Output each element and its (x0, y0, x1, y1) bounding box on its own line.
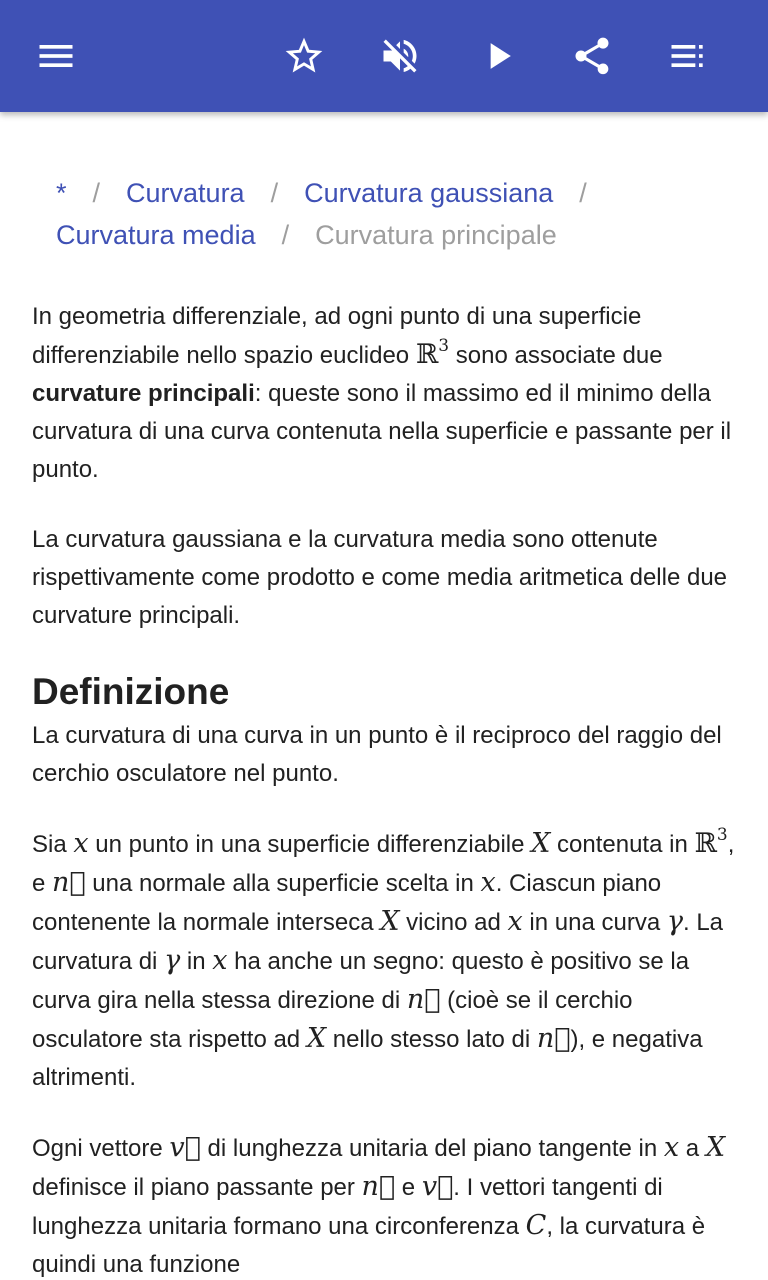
breadcrumb-item-curvatura-gaussiana[interactable]: Curvatura gaussiana (304, 178, 554, 208)
breadcrumb-item-curvatura-media[interactable]: Curvatura media (56, 220, 256, 250)
math-X: X (380, 906, 400, 937)
text-span: . Ciascun piano contenente la normale interseca (32, 870, 662, 936)
math-n-vector: n⃗ (361, 1171, 396, 1202)
section-heading: Definizione (32, 671, 230, 712)
text-span: un punto in una superficie differenziabile (88, 831, 532, 858)
definition-paragraph-3 (32, 1129, 742, 1280)
breadcrumb-separator: / (579, 178, 587, 208)
math-n-vector: n⃗ (52, 867, 86, 898)
math-x: x (73, 828, 89, 859)
text-span: a (679, 1135, 706, 1162)
play-icon (476, 34, 520, 78)
math-x: x (480, 867, 496, 898)
math-symbol: ℝ (694, 828, 717, 859)
text-span: definisce il piano passante per (32, 1174, 362, 1201)
math-v-vector: v⃗ (421, 1171, 454, 1202)
share-icon (570, 34, 614, 78)
math-v-vector: v⃗ (169, 1132, 201, 1163)
math-symbol: ℝ (415, 339, 439, 370)
breadcrumb-item-current: Curvatura principale (315, 220, 557, 250)
share-button[interactable] (564, 28, 620, 84)
text-span: : queste sono il massimo ed il minimo della curvatura di una curva contenuta nella superficie e passante per il punto. (32, 380, 732, 483)
text-span: Sia (32, 831, 74, 858)
article-body (32, 298, 742, 1280)
math-gamma: γ (164, 945, 181, 976)
menu-icon (34, 34, 78, 78)
math-n-vector: n⃗ (406, 984, 441, 1015)
star-outline-icon (282, 34, 326, 78)
math-x: x (507, 906, 523, 937)
breadcrumb-separator: / (92, 178, 101, 208)
intro-paragraph-2: La curvatura gaussiana e la curvatura media sono ottenute rispettivamente come prodotto e come media aritmetica delle due curvature principali. (32, 526, 728, 629)
mute-button[interactable] (372, 28, 428, 84)
toc-button[interactable] (660, 28, 716, 84)
breadcrumb (56, 172, 736, 256)
math-C: C (525, 1210, 547, 1241)
breadcrumb-separator: / (270, 178, 279, 208)
intro-paragraph-1 (32, 298, 742, 489)
math-X: X (306, 1023, 327, 1054)
play-button[interactable] (470, 28, 526, 84)
text-span: ), e negativa altrimenti. (32, 1026, 703, 1091)
math-x: x (212, 945, 228, 976)
definition-paragraph-1: La curvatura di una curva in un punto è il reciproco del raggio del cerchio osculatore nel punto. (32, 722, 722, 787)
text-span: Ogni vettore (32, 1135, 170, 1162)
text-span: una normale alla superficie scelta in (85, 870, 481, 897)
text-span: (cioè se il cerchio osculatore sta rispetto ad (32, 987, 633, 1053)
math-superscript: 3 (438, 336, 450, 356)
text-span: in (180, 948, 213, 975)
text-span: ha anche un segno: questo è positivo se la curva gira nella stessa direzione di (32, 948, 690, 1014)
menu-button[interactable] (28, 28, 84, 84)
text-span: e (395, 1174, 422, 1201)
math-X: X (705, 1132, 726, 1163)
app-bar (0, 0, 768, 112)
text-span: contenuta in (550, 831, 695, 858)
bookmark-button[interactable] (276, 28, 332, 84)
text-span: sono associate due (449, 342, 663, 369)
breadcrumb-item-home[interactable]: * (56, 178, 67, 208)
text-span: In geometria differenziale, ad ogni punto di una superficie differenziabile nello spazio euclideo (32, 303, 642, 369)
math-gamma: γ (666, 906, 683, 937)
text-span: . La curvatura di (32, 909, 724, 975)
list-icon (666, 34, 710, 78)
breadcrumb-item-curvatura[interactable]: Curvatura (126, 178, 245, 208)
article-content (0, 112, 768, 1280)
definition-paragraph-2 (32, 825, 742, 1097)
text-span: . I vettori tangenti di lunghezza unitaria formano una circonferenza (32, 1174, 663, 1240)
math-X: X (531, 828, 551, 859)
text-span: , e (32, 831, 735, 897)
text-span: vicino ad (399, 909, 508, 936)
math-R3 (694, 825, 728, 859)
math-x: x (663, 1132, 680, 1163)
math-R3 (415, 336, 450, 370)
text-span: nello stesso lato di (326, 1026, 537, 1053)
text-span: , la curvatura è quindi una funzione (32, 1213, 706, 1278)
text-span: in una curva (522, 909, 667, 936)
text-span: di lunghezza unitaria del piano tangente in (200, 1135, 664, 1162)
bold-term: curvature principali (32, 380, 255, 407)
volume-off-icon (378, 34, 422, 78)
math-n-vector: n⃗ (536, 1023, 571, 1054)
math-superscript: 3 (716, 825, 728, 845)
breadcrumb-separator: / (281, 220, 290, 250)
